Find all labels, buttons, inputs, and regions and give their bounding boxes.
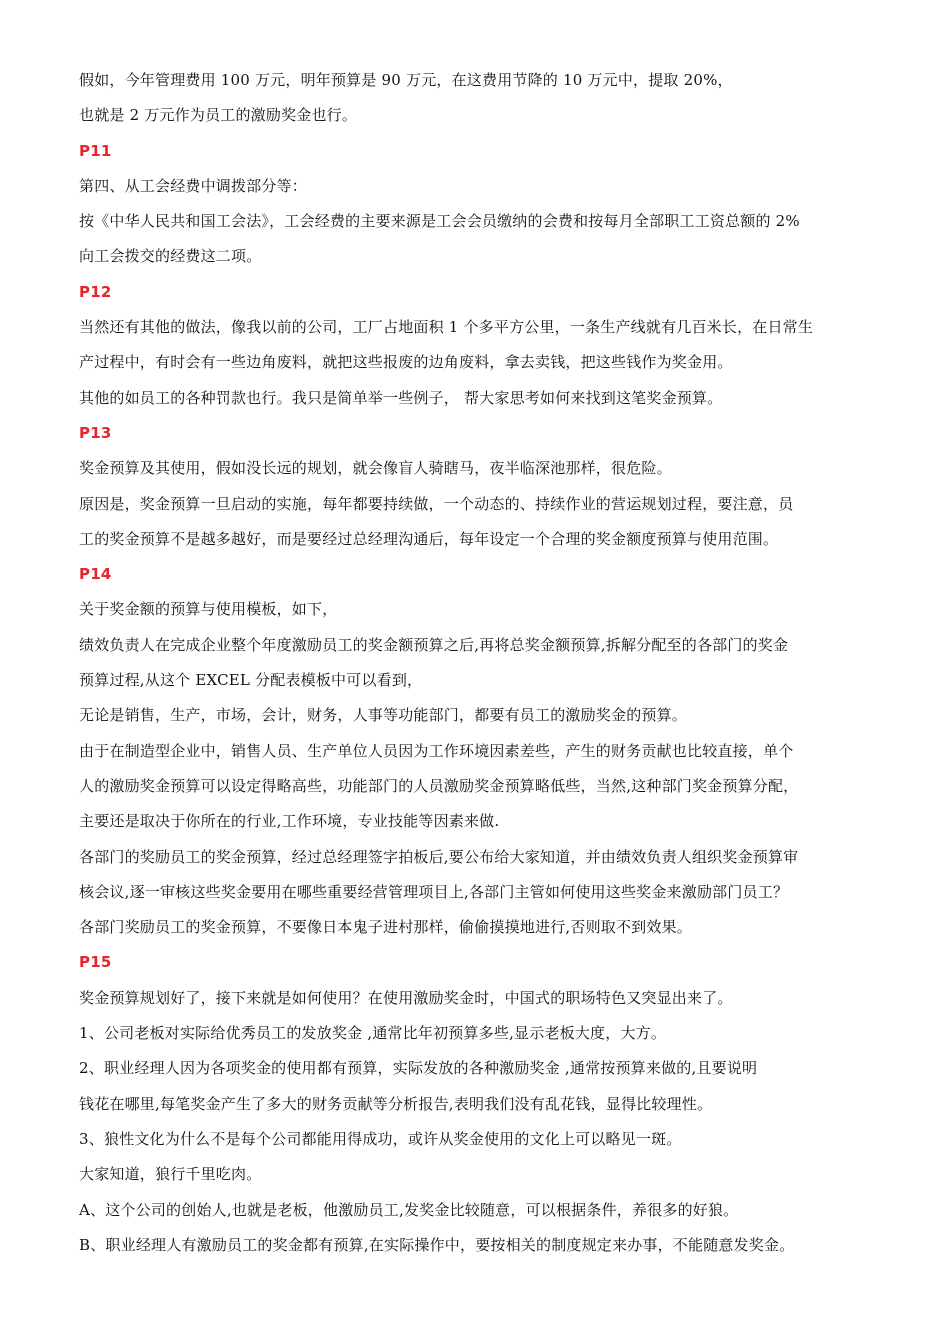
paragraph-line: 第四、从工会经费中调拨部分等： (79, 176, 308, 195)
paragraph-line: 工的奖金预算不是越多越好，而是要经过总经理沟通后，每年设定一个合理的奖金额度预算与使用范围。 (79, 529, 779, 548)
paragraph-line: 无论是销售，生产，市场，会计，财务，人事等功能部门，都要有员工的激励奖金的预算。 (79, 706, 688, 725)
page-marker-p15: P15 (79, 953, 112, 972)
paragraph-line: 其他的如员工的各种罚款也行。我只是简单举一些例子， 帮大家思考如何来找到这笔奖金预算。 (79, 388, 723, 407)
paragraph-line: 当然还有其他的做法，像我以前的公司，工厂占地面积 1 个多平方公里，一条生产线就有几百米长，在日常生 (79, 318, 814, 337)
paragraph-line: 关于奖金额的预算与使用模板，如下， (79, 600, 338, 619)
paragraph-line: 绩效负责人在完成企业整个年度激励员工的奖金额预算之后,再将总奖金额预算,拆解分配至的各部门的奖金 (79, 635, 789, 654)
list-item: 3、狼性文化为什么不是每个公司都能用得成功，或许从奖金使用的文化上可以略见一斑。 (79, 1129, 682, 1148)
page-marker-p12: P12 (79, 282, 112, 301)
list-item: B、职业经理人有激励员工的奖金都有预算,在实际操作中，要按相关的制度规定来办事，不能随意发奖金。 (79, 1235, 795, 1254)
page-marker-p14: P14 (79, 565, 112, 584)
paragraph-line: 人的激励奖金预算可以设定得略高些，功能部门的人员激励奖金预算略低些，当然,这种部门奖金预算分配， (79, 776, 799, 795)
paragraph-line: 向工会拨交的经费这二项。 (79, 247, 262, 266)
list-item: 1、公司老板对实际给优秀员工的发放奖金 ,通常比年初预算多些,显示老板大度，大方。 (79, 1024, 667, 1043)
paragraph-line: 主要还是取决于你所在的行业,工作环境，专业技能等因素来做. (79, 812, 500, 831)
list-item: 2、职业经理人因为各项奖金的使用都有预算，实际发放的各种激励奖金 ,通常按预算来做的,且要说明 (79, 1059, 758, 1078)
paragraph-line: 各部门奖励员工的奖金预算，不要像日本鬼子进村那样，偷偷摸摸地进行,否则取不到效果。 (79, 918, 692, 937)
paragraph-line: 奖金预算规划好了，接下来就是如何使用？在使用激励奖金时，中国式的职场特色又突显出来了。 (79, 988, 733, 1007)
paragraph-line: 原因是，奖金预算一旦启动的实施，每年都要持续做，一个动态的、持续作业的营运规划过程，要注意，员 (79, 494, 794, 513)
page-marker-p11: P11 (79, 141, 112, 160)
paragraph-line: 核会议,逐一审核这些奖金要用在哪些重要经营管理项目上,各部门主管如何使用这些奖金来激励部门员工？ (79, 882, 789, 901)
paragraph-line: 由于在制造型企业中，销售人员、生产单位人员因为工作环境因素差些，产生的财务贡献也比较直接，单个 (79, 741, 794, 760)
paragraph-line: 假如，今年管理费用 100 万元，明年预算是 90 万元，在这费用节降的 10 万元中，提取 20%， (79, 71, 733, 89)
paragraph-line: 预算过程,从这个 EXCEL 分配表模板中可以看到， (79, 671, 423, 690)
paragraph-line: 各部门的奖励员工的奖金预算，经过总经理签字拍板后,要公布给大家知道，并由绩效负责人组织奖金预算审 (79, 847, 799, 866)
paragraph-line: 奖金预算及其使用，假如没长远的规划，就会像盲人骑瞎马，夜半临深池那样，很危险。 (79, 459, 672, 478)
document-page (79, 70, 889, 1270)
paragraph-line: 也就是 2 万元作为员工的激励奖金也行。 (79, 106, 358, 125)
paragraph-line: 钱花在哪里,每笔奖金产生了多大的财务贡献等分析报告,表明我们没有乱花钱，显得比较理性。 (79, 1094, 713, 1113)
paragraph-line: 大家知道，狼行千里吃肉。 (79, 1165, 262, 1184)
list-item: A、这个公司的创始人,也就是老板，他激励员工,发奖金比较随意，可以根据条件，养很多的好狼。 (79, 1200, 739, 1219)
page-marker-p13: P13 (79, 423, 112, 442)
paragraph-line: 产过程中，有时会有一些边角废料，就把这些报废的边角废料，拿去卖钱，把这些钱作为奖金用。 (79, 353, 733, 372)
paragraph-line: 按《中华人民共和国工会法》，工会经费的主要来源是工会会员缴纳的会费和按每月全部职工工资总额的 2% (79, 212, 800, 231)
